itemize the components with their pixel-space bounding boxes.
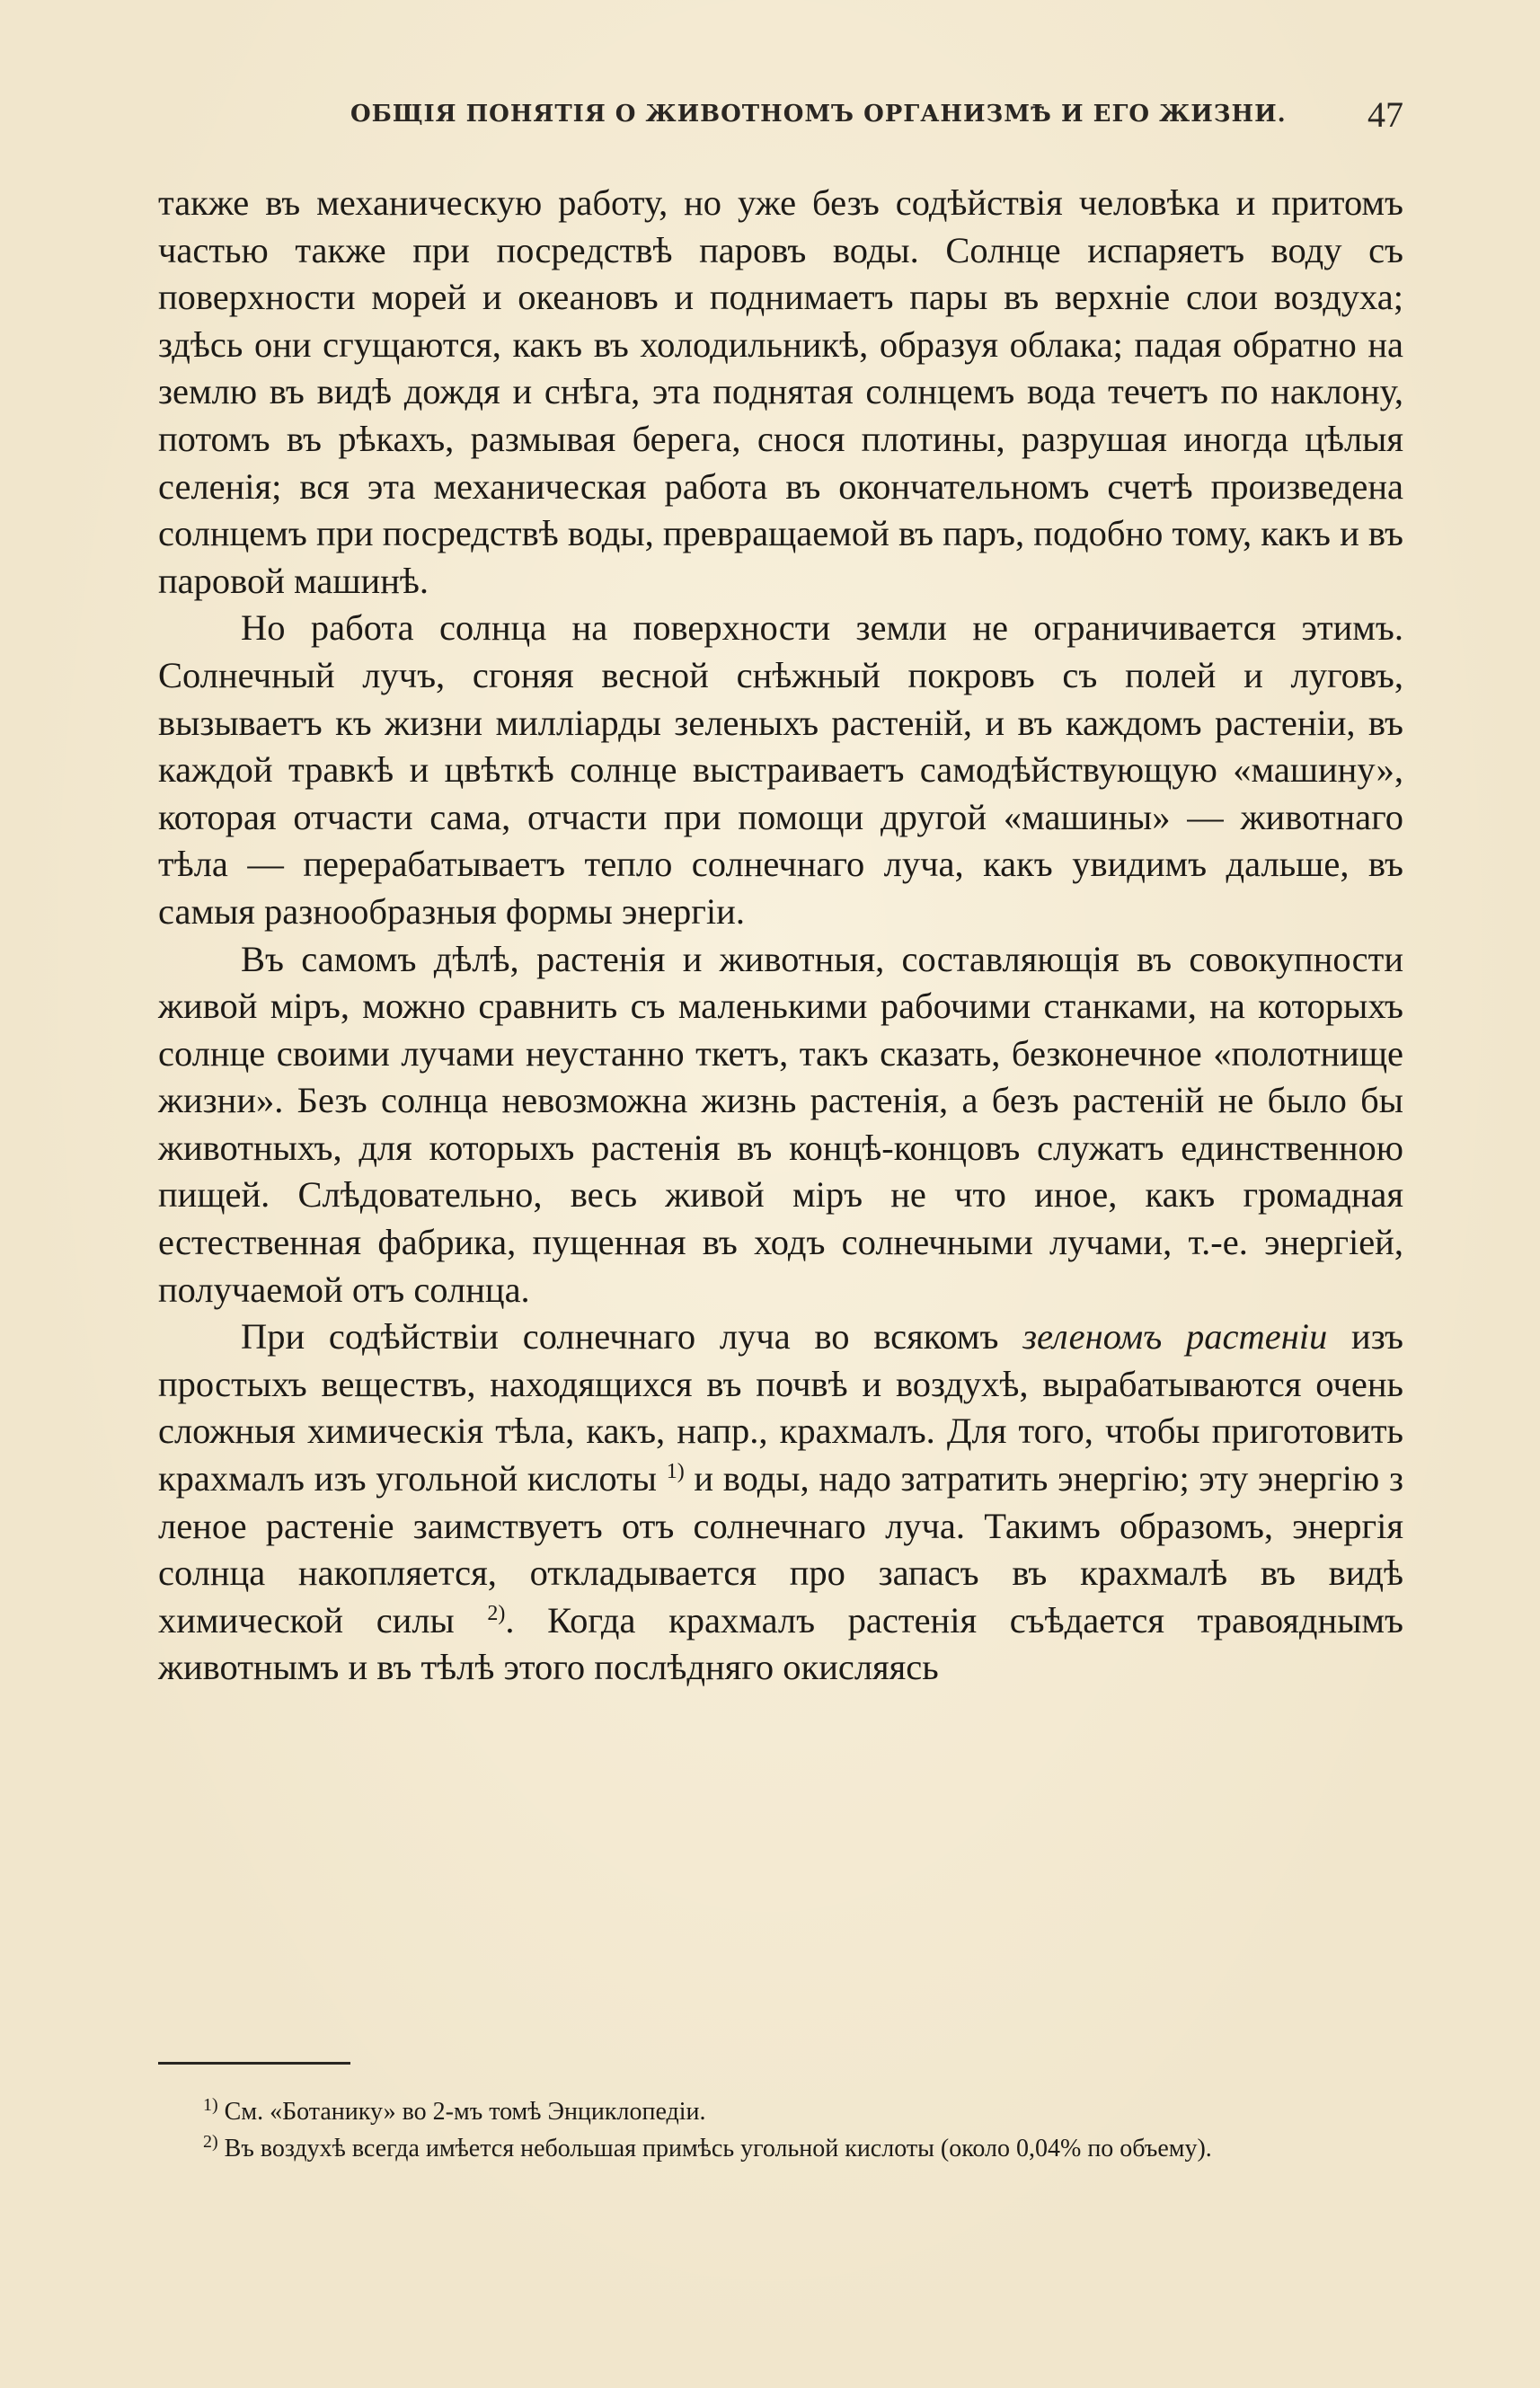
footnote-mark: 1)	[203, 2095, 218, 2115]
paragraph-text: и воды, надо затратить энергію; эту энергію з леное растеніе заимствуетъ отъ солнечнаго луча. Такимъ образомъ, энергія солнца накопляется, откладывается про запасъ въ крахмалѣ въ видѣ химической силы	[158, 1458, 1403, 1641]
main-text	[158, 180, 1403, 1692]
footnotes	[158, 2093, 1403, 2167]
paragraph: Но работа солнца на поверхности земли не ограничивается этимъ. Солнечный лучъ, сгоняя весной снѣжный покровъ съ полей и луговъ, вызываетъ къ жизни милліарды зеленыхъ растеній, и въ каждомъ растеніи, въ каждой травкѣ и цвѣткѣ солнце выстраиваетъ самодѣйствующую «машину», которая отчасти сама, отчасти при помощи другой «машины» — животнаго тѣла — перерабатываетъ тепло солнечнаго луча, какъ увидимъ дальше, въ самыя разнообразныя формы энергіи.	[158, 607, 1403, 932]
footnote	[158, 2130, 1403, 2167]
paragraph-text: При содѣйствіи солнечнаго луча во всякомъ	[241, 1316, 1023, 1358]
italic-term: зеленомъ растеніи	[1022, 1316, 1328, 1358]
page-number: 47	[1367, 94, 1403, 135]
paragraph	[158, 1313, 1403, 1692]
footnote	[158, 2093, 1403, 2130]
footnote-text: Въ воздухѣ всегда имѣется небольшая примѣсь угольной кислоты (около 0,04% по объему).	[217, 2135, 1212, 2162]
paragraph: также въ механическую работу, но уже безъ содѣйствія человѣка и притомъ частью также при посредствѣ паровъ воды. Солнце испаряетъ воду съ поверхности морей и океановъ и поднимаетъ пары въ верхніе слои воздуха; здѣсь они сгущаются, какъ въ холодильникѣ, образуя облака; падая обратно на землю въ видѣ дождя и снѣга, эта поднятая солнцемъ вода течетъ по наклону, потомъ въ рѣкахъ, размывая берега, снося плотины, разрушая иногда цѣлыя селенія; вся эта механическая работа въ окончательномъ счетѣ произведена солнцемъ при посредствѣ воды, превращаемой въ паръ, подобно тому, какъ и въ паровой машинѣ.	[158, 182, 1403, 601]
footnote-ref[interactable]: 2)	[487, 1601, 506, 1625]
footnote-text: См. «Ботанику» во 2-мъ томѣ Энциклопедіи.	[217, 2098, 706, 2126]
paragraph-text: . Когда крахмалъ растенія съѣдается травояднымъ животнымъ и въ тѣлѣ этого послѣдняго окисляясь	[158, 1599, 1403, 1688]
footnote-mark: 2)	[203, 2132, 218, 2152]
footnote-ref[interactable]: 1)	[666, 1460, 685, 1484]
page-header	[158, 93, 1403, 138]
running-title: ОБЩІЯ ПОНЯТІЯ О ЖИВОТНОМЪ ОРГАНИЗМѢ И ЕГО ЖИЗНИ.	[350, 101, 1287, 128]
footnote-divider	[158, 2062, 350, 2065]
paragraph-text: изъ простыхъ веществъ, находящихся въ почвѣ и воздухѣ, вырабатываются очень сложныя химическія тѣла, какъ, напр., крахмалъ. Для того, чтобы приготовить крахмалъ изъ угольной кислоты	[158, 1316, 1403, 1499]
paragraph: Въ самомъ дѣлѣ, растенія и животныя, составляющія въ совокупности живой міръ, можно сравнить съ маленькими рабочими станками, на которыхъ солнце своими лучами неустанно ткетъ, такъ сказать, безконечное «полотнище жизни». Безъ солнца невозможна жизнь растенія, а безъ растеній не было бы животныхъ, для которыхъ растенія въ концѣ-концовъ служатъ единственною пищей. Слѣдовательно, весь живой міръ не что иное, какъ громадная естественная фабрика, пущенная въ ходъ солнечными лучами, т.-е. энергіей, получаемой отъ солнца.	[158, 938, 1403, 1310]
